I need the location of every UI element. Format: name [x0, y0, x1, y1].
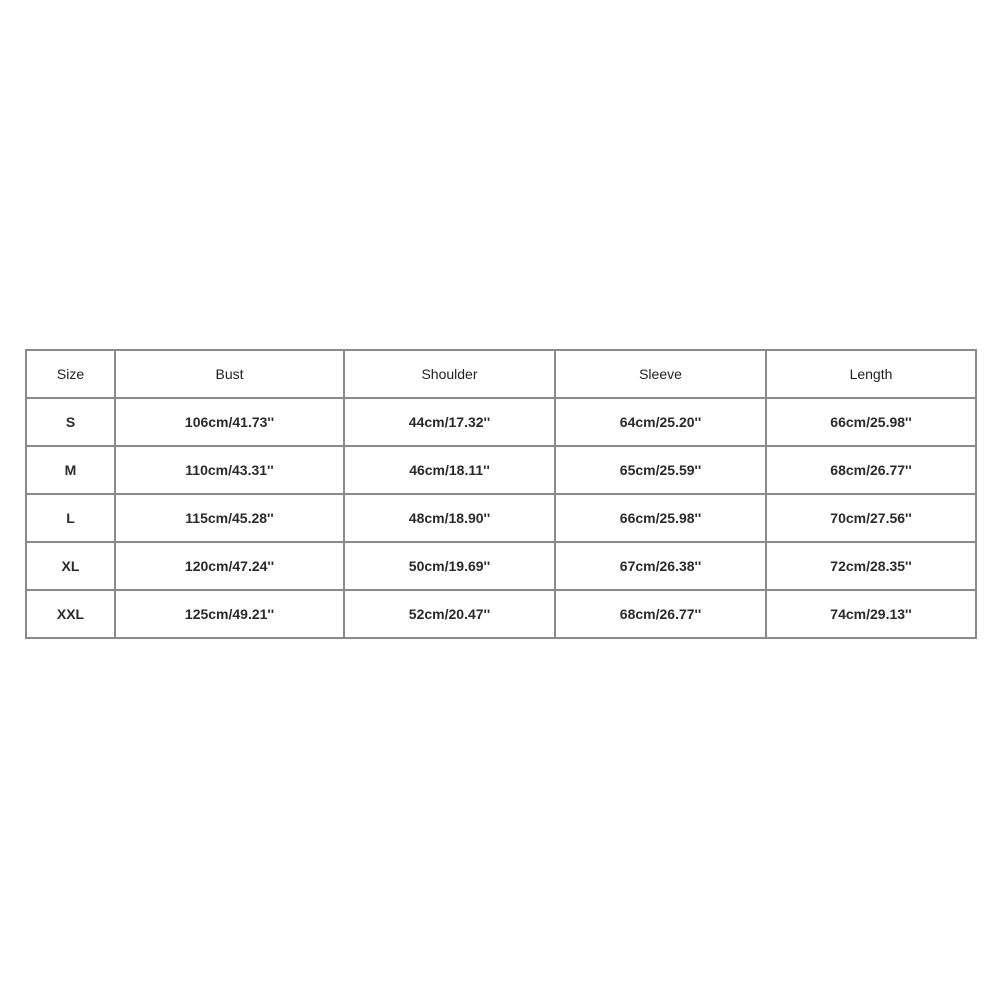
- shoulder-cell: 46cm/18.11'': [344, 446, 555, 494]
- shoulder-cell: 52cm/20.47'': [344, 590, 555, 638]
- bust-cell: 106cm/41.73'': [115, 398, 344, 446]
- size-cell: L: [26, 494, 115, 542]
- header-shoulder: Shoulder: [344, 350, 555, 398]
- header-sleeve: Sleeve: [555, 350, 766, 398]
- bust-cell: 110cm/43.31'': [115, 446, 344, 494]
- shoulder-cell: 48cm/18.90'': [344, 494, 555, 542]
- table-row: [26, 446, 976, 494]
- length-cell: 70cm/27.56'': [766, 494, 976, 542]
- length-cell: 74cm/29.13'': [766, 590, 976, 638]
- table-row: [26, 398, 976, 446]
- table-row: [26, 542, 976, 590]
- size-cell: XXL: [26, 590, 115, 638]
- size-cell: S: [26, 398, 115, 446]
- bust-cell: 120cm/47.24'': [115, 542, 344, 590]
- shoulder-cell: 44cm/17.32'': [344, 398, 555, 446]
- length-cell: 66cm/25.98'': [766, 398, 976, 446]
- table-row: [26, 590, 976, 638]
- size-cell: XL: [26, 542, 115, 590]
- length-cell: 68cm/26.77'': [766, 446, 976, 494]
- header-bust: Bust: [115, 350, 344, 398]
- header-size: Size: [26, 350, 115, 398]
- sleeve-cell: 65cm/25.59'': [555, 446, 766, 494]
- size-chart-table: [25, 349, 977, 639]
- shoulder-cell: 50cm/19.69'': [344, 542, 555, 590]
- sleeve-cell: 68cm/26.77'': [555, 590, 766, 638]
- sleeve-cell: 67cm/26.38'': [555, 542, 766, 590]
- bust-cell: 115cm/45.28'': [115, 494, 344, 542]
- sleeve-cell: 66cm/25.98'': [555, 494, 766, 542]
- table-row: [26, 494, 976, 542]
- header-row: [26, 350, 976, 398]
- sleeve-cell: 64cm/25.20'': [555, 398, 766, 446]
- length-cell: 72cm/28.35'': [766, 542, 976, 590]
- header-length: Length: [766, 350, 976, 398]
- size-cell: M: [26, 446, 115, 494]
- bust-cell: 125cm/49.21'': [115, 590, 344, 638]
